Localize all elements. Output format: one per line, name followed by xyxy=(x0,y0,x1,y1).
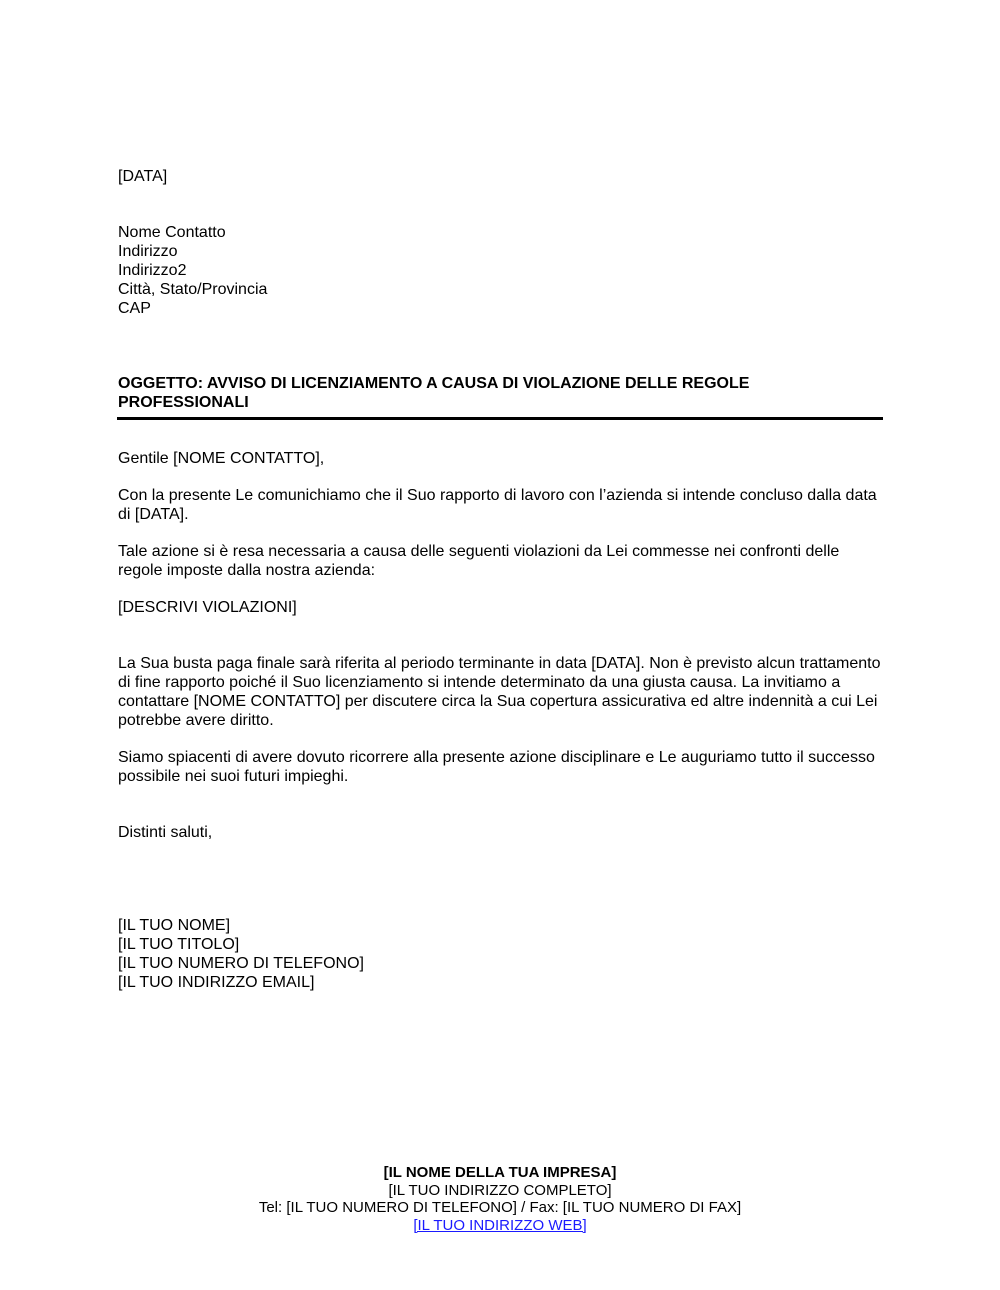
signature-block xyxy=(118,916,364,992)
body-paragraph-1: Con la presente Le comunichiamo che il Suo rapporto di lavoro con l’azienda si intende concluso dalla data di [DATA]. xyxy=(118,487,877,523)
recipient-zip: CAP xyxy=(118,300,151,317)
body-paragraph-violations: [DESCRIVI VIOLAZIONI] xyxy=(118,599,297,616)
subject-divider xyxy=(117,417,883,420)
footer-address: [IL TUO INDIRIZZO COMPLETO] xyxy=(388,1181,612,1199)
footer-web-link[interactable]: [IL TUO INDIRIZZO WEB] xyxy=(413,1216,587,1234)
recipient-city-state: Città, Stato/Provincia xyxy=(118,281,268,298)
letter-date: [DATA] xyxy=(118,168,168,185)
body-paragraph-2: Tale azione si è resa necessaria a causa delle seguenti violazioni da Lei commesse nei confronti delle regole imposte dalla nostra azienda: xyxy=(118,543,840,579)
body-paragraph-4: Siamo spiacenti di avere dovuto ricorrere alla presente azione disciplinare e Le auguriamo tutto il successo possibile nei suoi futuri impieghi. xyxy=(118,749,875,785)
letterhead-footer xyxy=(0,1164,1000,1234)
signature-phone: [IL TUO NUMERO DI TELEFONO] xyxy=(118,955,364,972)
letter-subject: OGGETTO: AVVISO DI LICENZIAMENTO A CAUSA DI VIOLAZIONE DELLE REGOLE PROFESSIONALI xyxy=(118,375,750,411)
recipient-address1: Indirizzo xyxy=(118,243,178,260)
recipient-name: Nome Contatto xyxy=(118,224,226,241)
signature-name: [IL TUO NOME] xyxy=(118,917,231,934)
signature-email: [IL TUO INDIRIZZO EMAIL] xyxy=(118,974,315,991)
body-paragraph-3: La Sua busta paga finale sarà riferita al periodo terminante in data [DATA]. Non è previsto alcun trattamento di fine rapporto poiché il Suo licenziamento si intende determinato da una giusta causa. La invitiamo a contattare [NOME CONTATTO] per discutere circa la Sua copertura assicurativa ed altre indennità a cui Lei potrebbe avere diritto. xyxy=(118,655,881,729)
closing: Distinti saluti, xyxy=(118,824,213,841)
recipient-address2: Indirizzo2 xyxy=(118,262,187,279)
footer-company-name: [IL NOME DELLA TUA IMPRESA] xyxy=(383,1164,617,1181)
salutation: Gentile [NOME CONTATTO], xyxy=(118,450,325,467)
recipient-address-block xyxy=(118,223,267,318)
signature-title: [IL TUO TITOLO] xyxy=(118,936,240,953)
footer-contact: Tel: [IL TUO NUMERO DI TELEFONO] / Fax: [IL TUO NUMERO DI FAX] xyxy=(258,1199,742,1216)
